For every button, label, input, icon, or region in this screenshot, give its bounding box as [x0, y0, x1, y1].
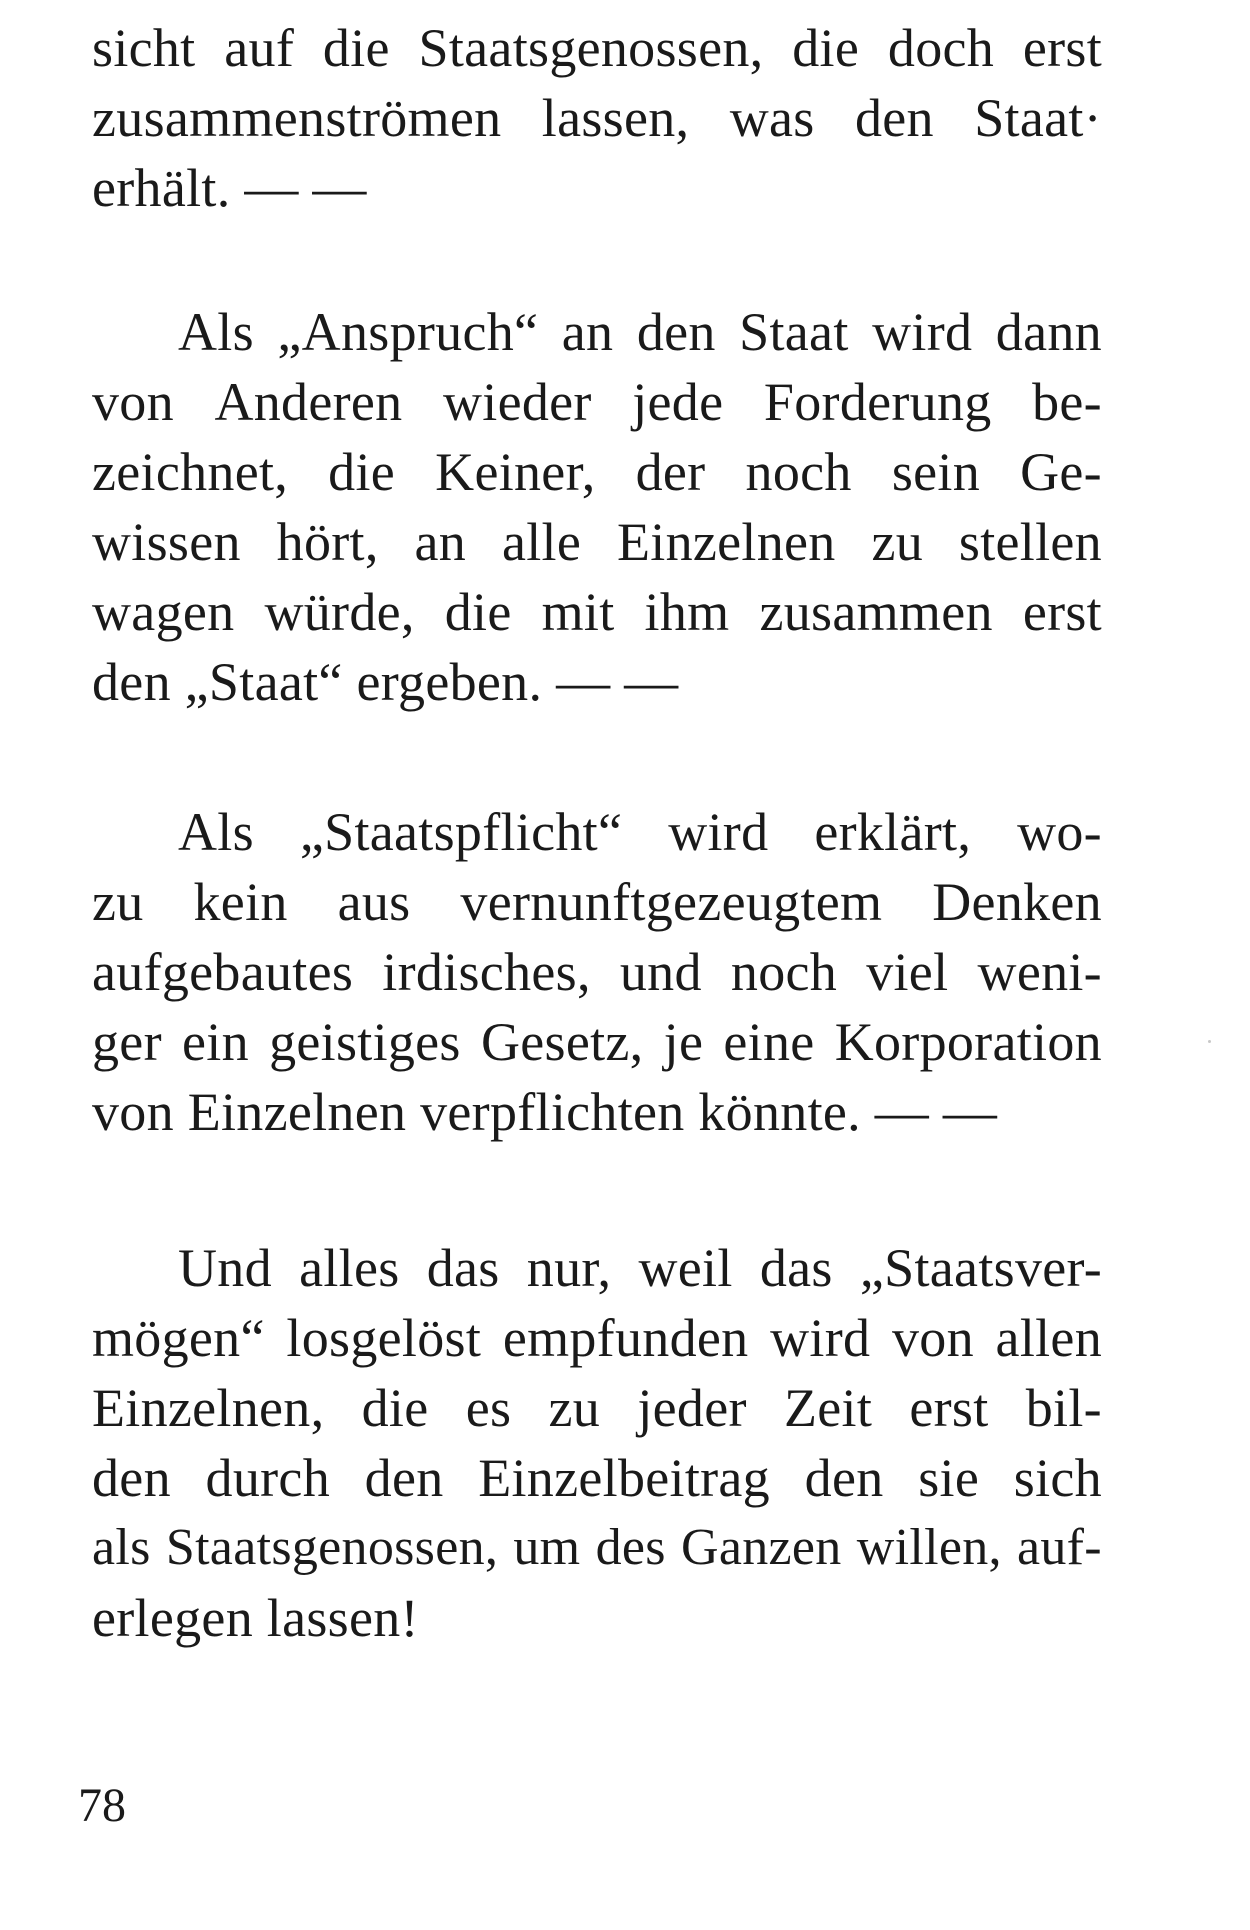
- text-line: von Anderen wieder jede Forderung be-: [92, 372, 1102, 432]
- text-line: ger ein geistiges Gesetz, je eine Korporation: [92, 1012, 1102, 1072]
- text-line: zeichnet, die Keiner, der noch sein Ge-: [92, 442, 1102, 502]
- text-line: mögen“ losgelöst empfunden wird von allen: [92, 1308, 1102, 1368]
- text-line: wagen würde, die mit ihm zusammen erst: [92, 582, 1102, 642]
- text-line: den „Staat“ ergeben. — —: [92, 652, 679, 712]
- text-line: als Staatsgenossen, um des Ganzen willen, auf-: [92, 1519, 1102, 1576]
- text-line: Als „Staatspflicht“ wird erklärt, wo-: [178, 802, 1102, 862]
- text-line: von Einzelnen verpflichten könnte. — —: [92, 1082, 998, 1142]
- text-line: Als „Anspruch“ an den Staat wird dann: [178, 302, 1102, 362]
- text-line: erlegen lassen!: [92, 1588, 419, 1648]
- text-line: Und alles das nur, weil das „Staatsver-: [178, 1238, 1102, 1298]
- text-line: Einzelnen, die es zu jeder Zeit erst bil-: [92, 1378, 1102, 1438]
- text-line: den durch den Einzelbeitrag den sie sich: [92, 1448, 1102, 1508]
- text-line: zusammenströmen lassen, was den Staat·: [92, 88, 1102, 148]
- text-line: wissen hört, an alle Einzelnen zu stellen: [92, 512, 1102, 572]
- page-number: 78: [78, 1779, 126, 1832]
- scan-speck: [1208, 1040, 1211, 1043]
- text-line: zu kein aus vernunftgezeugtem Denken: [92, 872, 1102, 932]
- text-line: erhält. — —: [92, 158, 367, 218]
- text-line: sicht auf die Staatsgenossen, die doch erst: [92, 18, 1102, 78]
- text-line: aufgebautes irdisches, und noch viel weni-: [92, 942, 1102, 1002]
